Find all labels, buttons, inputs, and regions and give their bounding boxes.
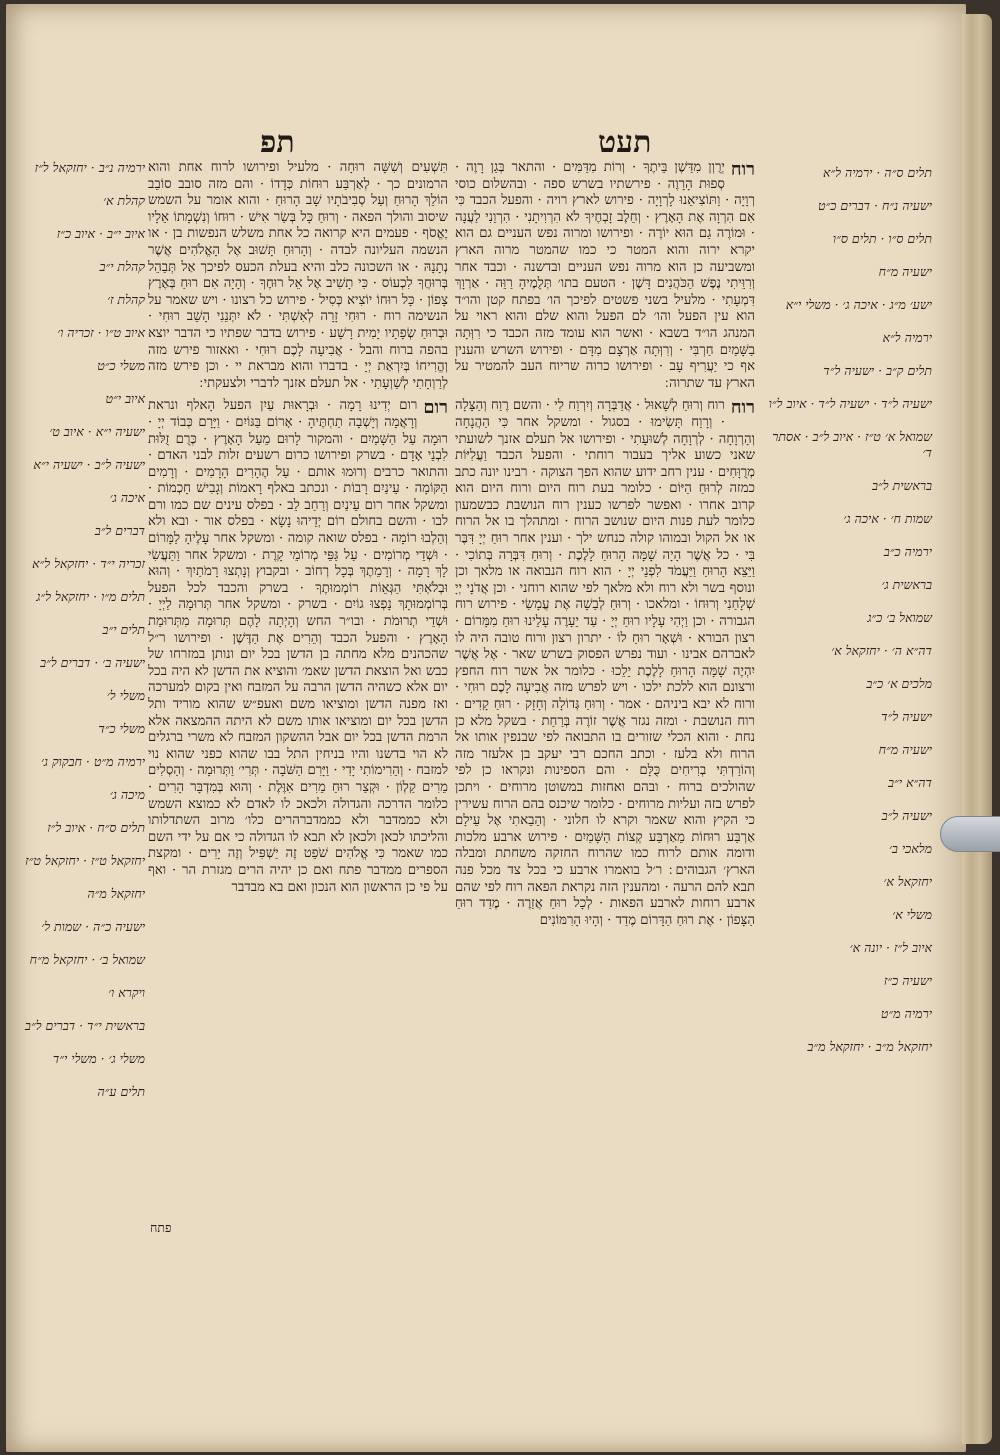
margin-reference: ישעיה מ״ח xyxy=(878,264,932,279)
margin-reference: איוב י״ב · איוב כ״ז xyxy=(56,226,145,241)
margin-reference: תלים ס״ח · איוב ל״ז xyxy=(47,820,145,835)
margin-reference: שמואל ב׳ · יחזקאל מ״ח xyxy=(29,952,145,967)
margin-reference: ירמיה מ״ט · חבקוק ג׳ xyxy=(40,754,145,769)
page-edges xyxy=(962,14,992,1444)
right-margin-references xyxy=(762,165,932,1072)
margin-reference: איוב ל״ז · יונה א׳ xyxy=(849,940,932,955)
margin-reference: ישע׳ מ״ג · איכה ג׳ · משלי י״א xyxy=(785,297,932,312)
margin-reference: תלים י״ב xyxy=(102,622,145,637)
margin-reference: ישעיה ל״ד · ישעיה ל״ד · איוב ל״ו xyxy=(768,396,932,411)
margin-reference: יחזקאל מ״ה xyxy=(87,886,145,901)
margin-reference: משלי א׳ xyxy=(892,907,932,922)
margin-reference: ישעיה י״א · איוב ט׳ xyxy=(49,424,145,439)
entry-heading-rum: רום xyxy=(423,397,448,419)
margin-reference: ירמיה נ״ב · יחזקאל ל״ז xyxy=(34,160,145,175)
catchword: פתח xyxy=(150,1220,172,1235)
entry-ruach-2-text: רוח וְרוּחַ לְשָׁאוּל · אֲדַבְּרָה וְיִרְוַח לִי · והשם רֶוַח וְהַצָּלָה · וְרָוַח תָּשִׂימוּ · בסגול · ומשקל אחר כִּי הַהֲנָחָה וְהָרְוָחָה · לְרְוָחָה לְשׁוּעָתִי · ופירושו אל תעלם אזנך לשועתי שאני כשוע אליך בעבור רוחתי · והפעל הכבד וַעֲלִיּוֹת מְרֻוָּחִים · ענין רחב ידוע שהוא הפך הצוקה · רבינו יונה כתב כמזה לְרוּחַ הַיּוֹם · כלומר בעת רוח היום ורוח היום הוא קרוב אחרו · ואפשר לפרשו כענין רוח הנושבת כבשמעון כלומר לעת פנות היום שנושב הרוח · ומתהלך בו אל הרוח או אל הקול ובמוהו קולה כנחש ילך · וענין אחר רוּחַ יְיָ דִּבֶּר בִּי · כל אֲשֶׁר הָיָה שָׁמָּה הָרוּחַ לָלֶכֶת · וְרוּחַ דִּבְּרָה בְּתוֹכִי · וַיֵּצֵא הָרוּחַ וַיַּעֲמֹד לִפְנֵי יְיָ · הוא רוח הנבואה או מלאך וכן ונוסף בשר ולא רוח ולא מלאך לפי שהוא רוחני · וכן אֲדֹנָי יְיָ שְׁלָחַנִי וְרוּחוֹ · ומלאכו · וְרוּחַ לְבַשָׁה אֶת עֲמָשַׂי · פירוש רוח הגבורה · וכן וַיְהִי עָלָיו רוּחַ יְיָ · עַד יֵעָרֶה עָלֵינוּ רוּחַ מִמָּרוֹם · רצון הבורא · וּשְׁאָר רוּחַ לוֹ · יתרון רצון ורוח טובה היה לו לאברהם אבינו · ועוד נפרש הפסוק בשרש שאר · אֶל אֲשֶׁר יִהְיֶה שָׁמָּה הָרוּחַ לָלֶכֶת יֵלֵכוּ · כלומר אל אשר רוח החפץ ורצונם הוא ללכת ילכו · ויש לפרש מזה אֲבִיעָה לָכֶם רוּחִי · ורוח לא יבא ביניהם · אמר · וְרוּחַ גְּדוֹלָה וְחָזָק · רוּחַ קָדִים · רוח הנושבת · ומזה נגזר אֲשֶׁר זוֹרֶה בְּרַחַת · בשקל מלא כן נחת · והוא הכלי שזורים בו התבואה לפי שבנפין אותו אל הרוח ולא בלעז · וכתב החכם רבי יעקב בן אלעזר מזה וְהוֹרַדְתִּי בְרִיחִים כֻּלָּם · והם הספינות ונקראו כן לפי שהולכים ברוח · ובהם ואחזות במשוטן מרוחים · ויתכן לפרש בזה ועליות מרוחים · כלומר שיכנס בהם הרוח עשירין כי הקיץ והוא שאמר וקרא לו חלוני · וְהֵבֵאתִי אֶל עֵילָם אַרְבַּע רוּחוֹת מֵאַרְבַּע קְצוֹת הַשָּׁמַיִם · פירוש ארבע מלכות ודומה אותם לרוח כמו שהרוח החזקה משחתת ומבלה הארץ׳ הגבוהים ׃ ר׳ל בואמרו ארבע כי בכל צד מכל פנה תבא להם הרעה · ומהענין הזה נקראת הפאה רוח לפי שהם ארבע רוחות לארבע הפאות · לְכָל רוּחַ אֲזַרֶה · מֶדַד רוּחַ הַצָּפוֹן · אֶת רוּחַ הַדָּרוֹם מֶדַד · וְהָיוּ הָרִמּוֹנִים xyxy=(455,398,755,928)
margin-reference: משלי ל׳ xyxy=(106,688,145,703)
page-header-right: תעט xyxy=(598,125,652,160)
margin-reference: ישעיה ב׳ · דברים ל״ב xyxy=(40,655,145,670)
margin-reference: איוב ט״ו · זכריה ו׳ xyxy=(57,325,145,340)
margin-reference: קהלת ז׳ xyxy=(107,292,145,307)
margin-reference: ישעיה נ״ח · דברים כ״ט xyxy=(818,198,932,213)
margin-reference: ישעיה ל״ד xyxy=(881,709,932,724)
margin-reference: ישעיה כ״ה · שמות ל׳ xyxy=(41,919,145,934)
margin-reference: יחזקאל א׳ xyxy=(883,874,932,889)
page-header-left: תפ xyxy=(260,125,295,160)
left-column-continuation: תִּשְׁעִים וְשִׁשָּׁה רוּחָה · מלעיל ופירושו לרוח אחת והוא הרמונים כך · לְאַרְבַּע רוּחוֹת כְּדָדוֹ · והם מזה סובב סוֹבֵב הוֹלֵךְ הָרוּחַ וְעַל סְבִיבֹתָיו שָׁב הָרוּחַ · והוא אומר על השמש שיסוב והולך הפאה · וְרוּחַ כָּל בְּשַׂר אִישׁ · רוּחוֹ וְנִשְׁמָתוֹ אֵלָיו יֶאֱסֹף · פעמים היא קרואה כל אחת משלש הנפשות בן · או הנשמה העליונה לבדה · וְהָרוּחַ תָּשׁוּב אֶל הָאֱלֹהִים אֲשֶׁר נְתָנָהּ · או השכונה כלב והיא בעלת הכעס לפיכך אַל תְּבַהֵל בְּרוּחֲךָ לִכְעוֹס · כִּי תָשִׁיב אֶל אֵל רוּחֶךָ · וְהָיָה אִם רוּחַ בְּאֶרֶץ צָפוֹן · כָּל רוּחוֹ יוֹצִיא כְּסִיל · פירוש כל רצונו · ויש שאמר על הנשימה רוח · רוּחִי זָרָה לְאִשְׁתִּי · לֹא יִתְּנֵנִי הָשֵׁב רוּחִי · וּבְרוּחַ שְׂפָתָיו יָמִית רָשָׁע · פירוש בדבר שפתיו כי הדבר יוצא בהפה ברוח והבל · אֲבִיעָה לָכֶם רוּחִי · ואאזור פירש מזה וְהֱרִיחוֹ בְּיִרְאַת יְיָ · בדברו והוא מבראת יי · וכן פירש מזה לְרַוְחָתִי לְשַׁוְעָתִי · אל תעלם אזנך לדברי ולצעקתי ׃ xyxy=(148,160,448,391)
margin-reference: איוב י״ט xyxy=(105,391,145,406)
margin-reference: בראשית י״ד · דברים ל״ב xyxy=(24,1018,145,1033)
margin-reference: קהלת י״ב xyxy=(99,259,145,274)
margin-reference: יחזקאל ט״ז · יחזקאל ט״ז xyxy=(25,853,145,868)
entry-heading-ruach-2: רוח xyxy=(730,397,755,419)
margin-reference: איכה ג׳ xyxy=(109,490,145,505)
left-margin-references xyxy=(20,160,145,1117)
margin-reference: ישעיה מ״ח xyxy=(878,742,932,757)
margin-reference: דה״א ה׳ · יחזקאל א׳ xyxy=(831,643,932,658)
margin-reference: משלי ג׳ · משלי י״ד xyxy=(52,1051,145,1066)
margin-reference: דברים ל״ב xyxy=(94,523,145,538)
margin-reference: שמואל ב׳ כ״ג xyxy=(867,610,932,625)
margin-reference: מלכים א׳ כ״ב xyxy=(866,676,932,691)
margin-reference: תלים ק״ב · ישעיה ל״ד xyxy=(823,363,932,378)
margin-reference: ישעיה ל״ב xyxy=(881,808,932,823)
margin-reference: שמות ח׳ · איכה ג׳ xyxy=(843,511,932,526)
entry-heading-ruach-1: רוח xyxy=(730,159,755,180)
margin-reference: בראשית ג׳ xyxy=(881,577,932,592)
margin-reference: תלים מ״ו · יחזקאל ל״ג xyxy=(36,589,145,604)
margin-reference: מיכה ג׳ xyxy=(109,787,145,802)
margin-reference: ירמיה כ״ב xyxy=(883,544,932,559)
margin-reference: בראשית ל״ב xyxy=(871,478,932,493)
margin-reference: תלים ס״ו · תלים ס״ו xyxy=(832,231,932,246)
margin-reference: מלאכי ב׳ xyxy=(888,841,932,856)
margin-reference: תלים ע״ה xyxy=(97,1084,145,1099)
margin-reference: יחזקאל מ״ב · יחזקאל מ״ב xyxy=(807,1039,932,1054)
margin-reference: דה״א י״ב xyxy=(887,775,932,790)
margin-reference: זכריה י״ד · יחזקאל ל״א xyxy=(32,556,145,571)
entry-rum-text: רום יְדִינוּ רָמָה · וּבְרָאוּת עַיִן הפעל הָאלף ונראת וְרָאֲמָה וְיָשְׁבָה תַחְתֶּיהָ · אָרוֹם בַּגּוֹיִם · וַיָּרָם כְּבוֹד יְיָ · רוּמָה עַל הַשָּׁמַיִם · והמקור לָרוּם מֵעַל הָאָרֶץ · כְּרֻם זֻלּוּת לִבְנֵי אָדָם · בשרק ופירושו כרום רשעים זלות לבני האדם · והתואר כרבים וְרוּמוּ אותם · עַל הֶהָרִים הָרָמִים · וְרָמִים הַקּוֹמָה · עֵינַיִם רָבוֹת · ונכתב באלף רָאמוֹת וְגָבִישׁ חָכְמוֹת · ומשקל אחר רום עֵינַיִם וְרַחַב לֵב · בפלס עינים שם כמו ורם לבו · והשם בחולם רוֹם יְדֵיהוּ נָשָׂא · בפלס אור · ובא ולא וְהַלְבוּ רוֹמָה · בפלס שואה קומה · ומשקל אחר עָלֶיהָ לַמָּרוֹם · וּשְׁדֵי מְרוֹמִים · עַל גַּפֵּי מְרוֹמֵי קָרֶת · ומשקל אחר וַתַּעֲשִׂי לָךְ רָמָה · וְרָמֵתֶךְ בְּכָל רְחוֹב · ובקבוץ וְנָתְצוּ רָמֹתַיִךְ · וְהוּא וּבְלֹאְתִּי הַגְּאֵוֹת רוֹמְמוּתֶךָ · בשרק והכבד לכל הפעל בְּרוֹמְמוּתָךְ נָפְצוּ גוֹיִם · בשרק · ומשקל אחר תְּרוּמָה לַיְיָ · וּשְׁדֵי תְרוּמֹת · ובו״ר החש וְהָיְתָה לָהֶם תְּרוּמָה מִתְּרוּמַת הָאָרֶץ · והפעל הכבד וְהֵרִים אֶת הַדֶּשֶׁן · ופירושו ר״ל שהכהנים מלא מחתה בן הדשן בכל יום ונותן במזרחו של כבש ואל הוצאת הדשן שאמ׳ והוציא את הדשן לא היה בכל יום אלא כשהיה הדשן הרבה על המזבח ואין בקום למערכה ואז מפנה הדשן ומוציאו משם ואעפ״ש שהוא מוריד ותל הדשן בכל יום ומוציאו אותו משם לא היתה ההמצאה אלא הרמת הדשן בכל יום אבל ההשקון המזבח לא משרי ברגלים לא הוי בדשנו והיו בניחין התל בבו שהוא כפני שהוא נוי למזבח · וְהֵרִימוֹתִי יָדִי · וַיָּרִם הַשֹּׁבָה · תְּרִי׳ וַתְּרוּמָה · וְהַסְלִים מֵרִים קַלְוֹן · וּקְצַר רוּחַ מֵרִים אִוֶּלֶת · וְהוּא בְּמִדְבָּר הָרִים · כלומר הדרכה והגדולה ולכאכ לו לאדם לא כמוצא השמש ולא כממדבר ולא כממדברהרים כלו׳ מרוב השתדלותו והליכתו לכאן ולכאן לא תבא לו הגדולה כי אם על ידי השם כמו שאמר כִּי אֱלֹהִים שֹׁפֵט זֶה יַשְׁפִּיל וְזֶה יָרִים · ומקצת הספרים ממדבר פתח ואם כן יהיה הרים מגזרת הר · ואף על פי כן הראשון הוא הנכון ואם בא מבדבר xyxy=(148,398,448,895)
margin-reference: שמואל א׳ ט״ז · איוב ל״ב · אסתר ד׳ xyxy=(772,429,932,460)
right-text-column xyxy=(455,160,755,1230)
margin-reference: משלי כ״ט xyxy=(97,358,145,373)
margin-reference: משלי כ״ד xyxy=(98,721,145,736)
entry-ruach-1-text: יְרֻוְן מִדַּשֶׁן בֵּיתֶךָ · וְרוֹת מִדַּמִּים · והתאר בְּגַן רָוֶה · סְפוּת הָרָוֶה · פירשתיו בשרש ספה · ובהשלום כוסי רְוָיָה · וַתּוֹצִיאֵנוּ לָרְוָיָה · פירוש לארץ רויה · והפעל הכבד כִּי אִם הִרְוָה אֶת הָאָרֶץ · וְחֵלֶב זָבְחֶיךָ לֹא הִרְוִיתָנִי · הִרְוֵנִי לַעֲנָה · וּמוֹרֶה גַם הוּא יוֹרֶה · ופירושו ומרוה נפש העניים גם הוא יקרא ירוה והוא המטר כי כמו שהמטר מרוה הארץ ומשביעה כן הוא מרוה נפש העניים ובדשנה · וכבד אחר וְרִוֵּיתִי נֶפֶשׁ הַכֹּהֲנִים דָּשֶׁן · הטעם בתו׳ תְּלֻמֶיהָ רַוֵּה · אַרְוָךְ דִּמְעָתִי · מלעיל בשני פשטים לפיכך הו׳ בפתח קטן והו״ד הוא עין הפעל והו׳ לם הפעל והוא שלם והוא ראוי על המנהג הו״ד בשבא · ואשר הוא עומד מזה הכבד כי רִוְּתָה בַשָּׁמַיִם חַרְבִּי · וְרִוְּתָה אַרְצָם מִדָּם · ופירוש השרש והענין אף כי יַעֲרִיף עָב · ופירושו כרוה שריוח העב להמטיר על הארץ עד שתרוה ׃ xyxy=(455,160,755,391)
margin-reference: קהלת א׳ xyxy=(103,193,145,208)
margin-reference: ישעיה כ״ז xyxy=(883,973,932,988)
margin-reference: ירמיה ל״א xyxy=(882,330,932,345)
margin-reference: ויקרא ו׳ xyxy=(108,985,145,1000)
margin-reference: ירמיה מ״ט xyxy=(880,1006,932,1021)
margin-reference: ישעיה ל״ב · ישעיה י״א xyxy=(33,457,145,472)
bookmark-tab[interactable] xyxy=(940,816,1000,852)
left-text-column xyxy=(148,160,448,1225)
margin-reference: תלים ס״ה · ירמיה ל״א xyxy=(822,165,932,180)
